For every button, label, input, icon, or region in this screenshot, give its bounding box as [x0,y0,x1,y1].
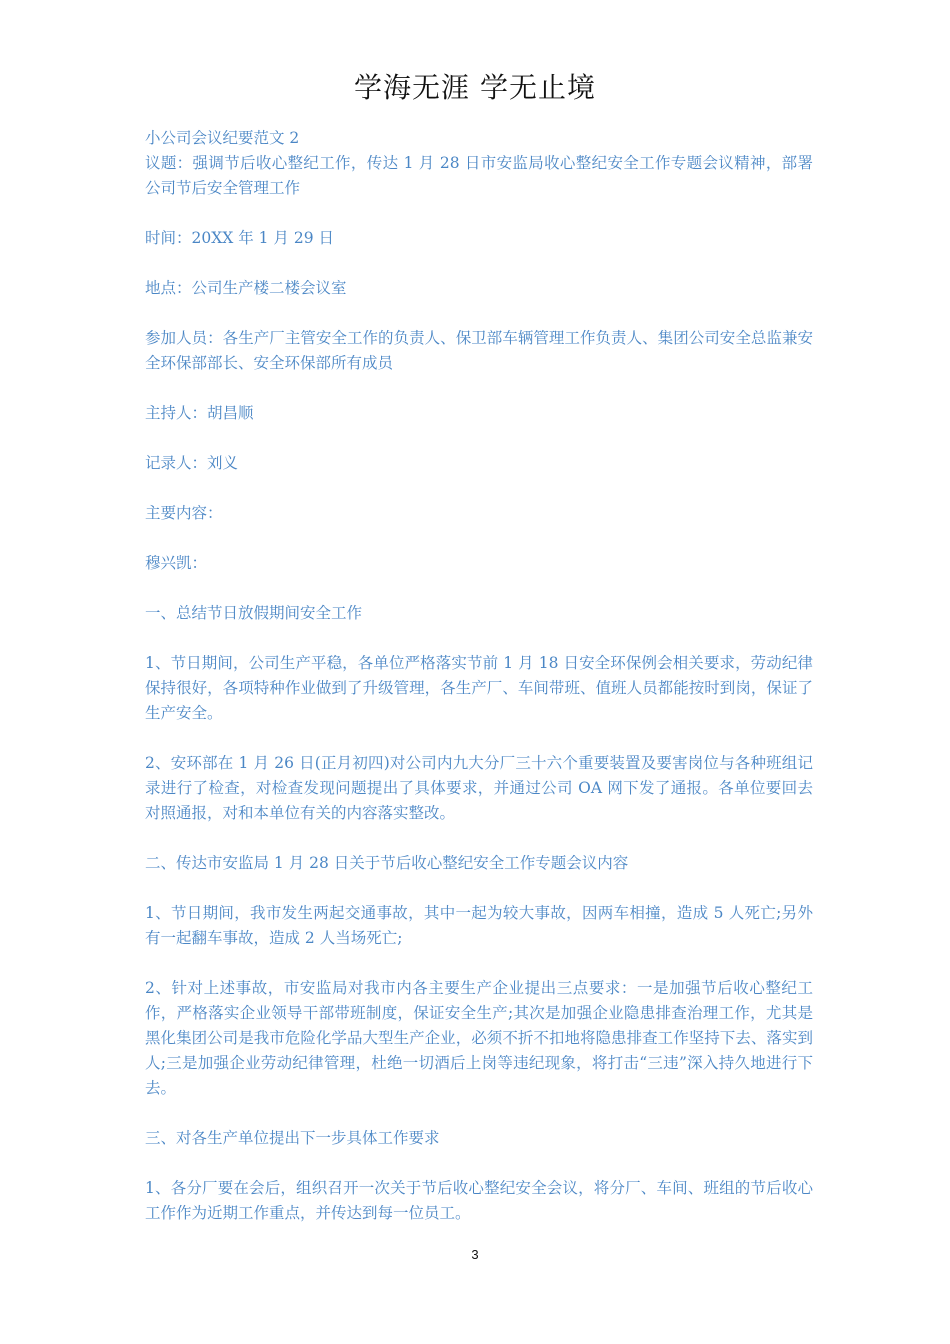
page-header-motto: 学海无涯 学无止境 [354,71,596,104]
document-body [145,126,813,1226]
meeting-time: 时间：20XX 年 1 月 29 日 [145,229,335,247]
page-number: 3 [471,1247,479,1262]
section-1-item-1: 1、节日期间，公司生产平稳，各单位严格落实节前 1 月 18 日安全环保例会相关要求，劳动纪律保持很好，各项特种作业做到了升级管理，各生产厂、车间带班、值班人员都能按时到岗，保证了生产安全。 [145,654,813,722]
section-heading-2: 二、传达市安监局 1 月 28 日关于节后收心整纪安全工作专题会议内容 [145,854,629,872]
section-2-item-1: 1、节日期间，我市发生两起交通事故，其中一起为较大事故，因两车相撞，造成 5 人死亡;另外有一起翻车事故，造成 2 人当场死亡; [145,904,813,947]
meeting-host: 主持人：胡昌顺 [145,404,254,422]
meeting-attendees: 参加人员：各生产厂主管安全工作的负责人、保卫部车辆管理工作负责人、集团公司安全总监兼安全环保部部长、安全环保部所有成员 [145,329,813,372]
speaker-name: 穆兴凯： [145,554,208,572]
main-content-label: 主要内容： [145,504,223,522]
section-3-item-1: 1、各分厂要在会后，组织召开一次关于节后收心整纪安全会议，将分厂、车间、班组的节后收心工作作为近期工作重点，并传达到每一位员工。 [145,1179,813,1222]
document-title: 小公司会议纪要范文 2 [145,129,300,147]
meeting-topic: 议题：强调节后收心整纪工作，传达 1 月 28 日市安监局收心整纪安全工作专题会议精神，部署公司节后安全管理工作 [145,154,813,197]
section-heading-3: 三、对各生产单位提出下一步具体工作要求 [145,1129,440,1147]
section-heading-1: 一、总结节日放假期间安全工作 [145,604,363,622]
meeting-recorder: 记录人：刘义 [145,454,239,472]
section-1-item-2: 2、安环部在 1 月 26 日(正月初四)对公司内九大分厂三十六个重要装置及要害岗位与各种班组记录进行了检查，对检查发现问题提出了具体要求，并通过公司 OA 网下发了通报。各单位要回去对照通报，对和本单位有关的内容落实整改。 [145,754,813,822]
section-2-item-2: 2、针对上述事故，市安监局对我市内各主要生产企业提出三点要求：一是加强节后收心整纪工作，严格落实企业领导干部带班制度，保证安全生产;其次是加强企业隐患排查治理工作，尤其是黑化集团公司是我市危险化学品大型生产企业，必须不折不扣地将隐患排查工作坚持下去、落实到人;三是加强企业劳动纪律管理，杜绝一切酒后上岗等违纪现象，将打击“三违”深入持久地进行下去。 [145,979,813,1097]
meeting-location: 地点：公司生产楼二楼会议室 [145,279,347,297]
